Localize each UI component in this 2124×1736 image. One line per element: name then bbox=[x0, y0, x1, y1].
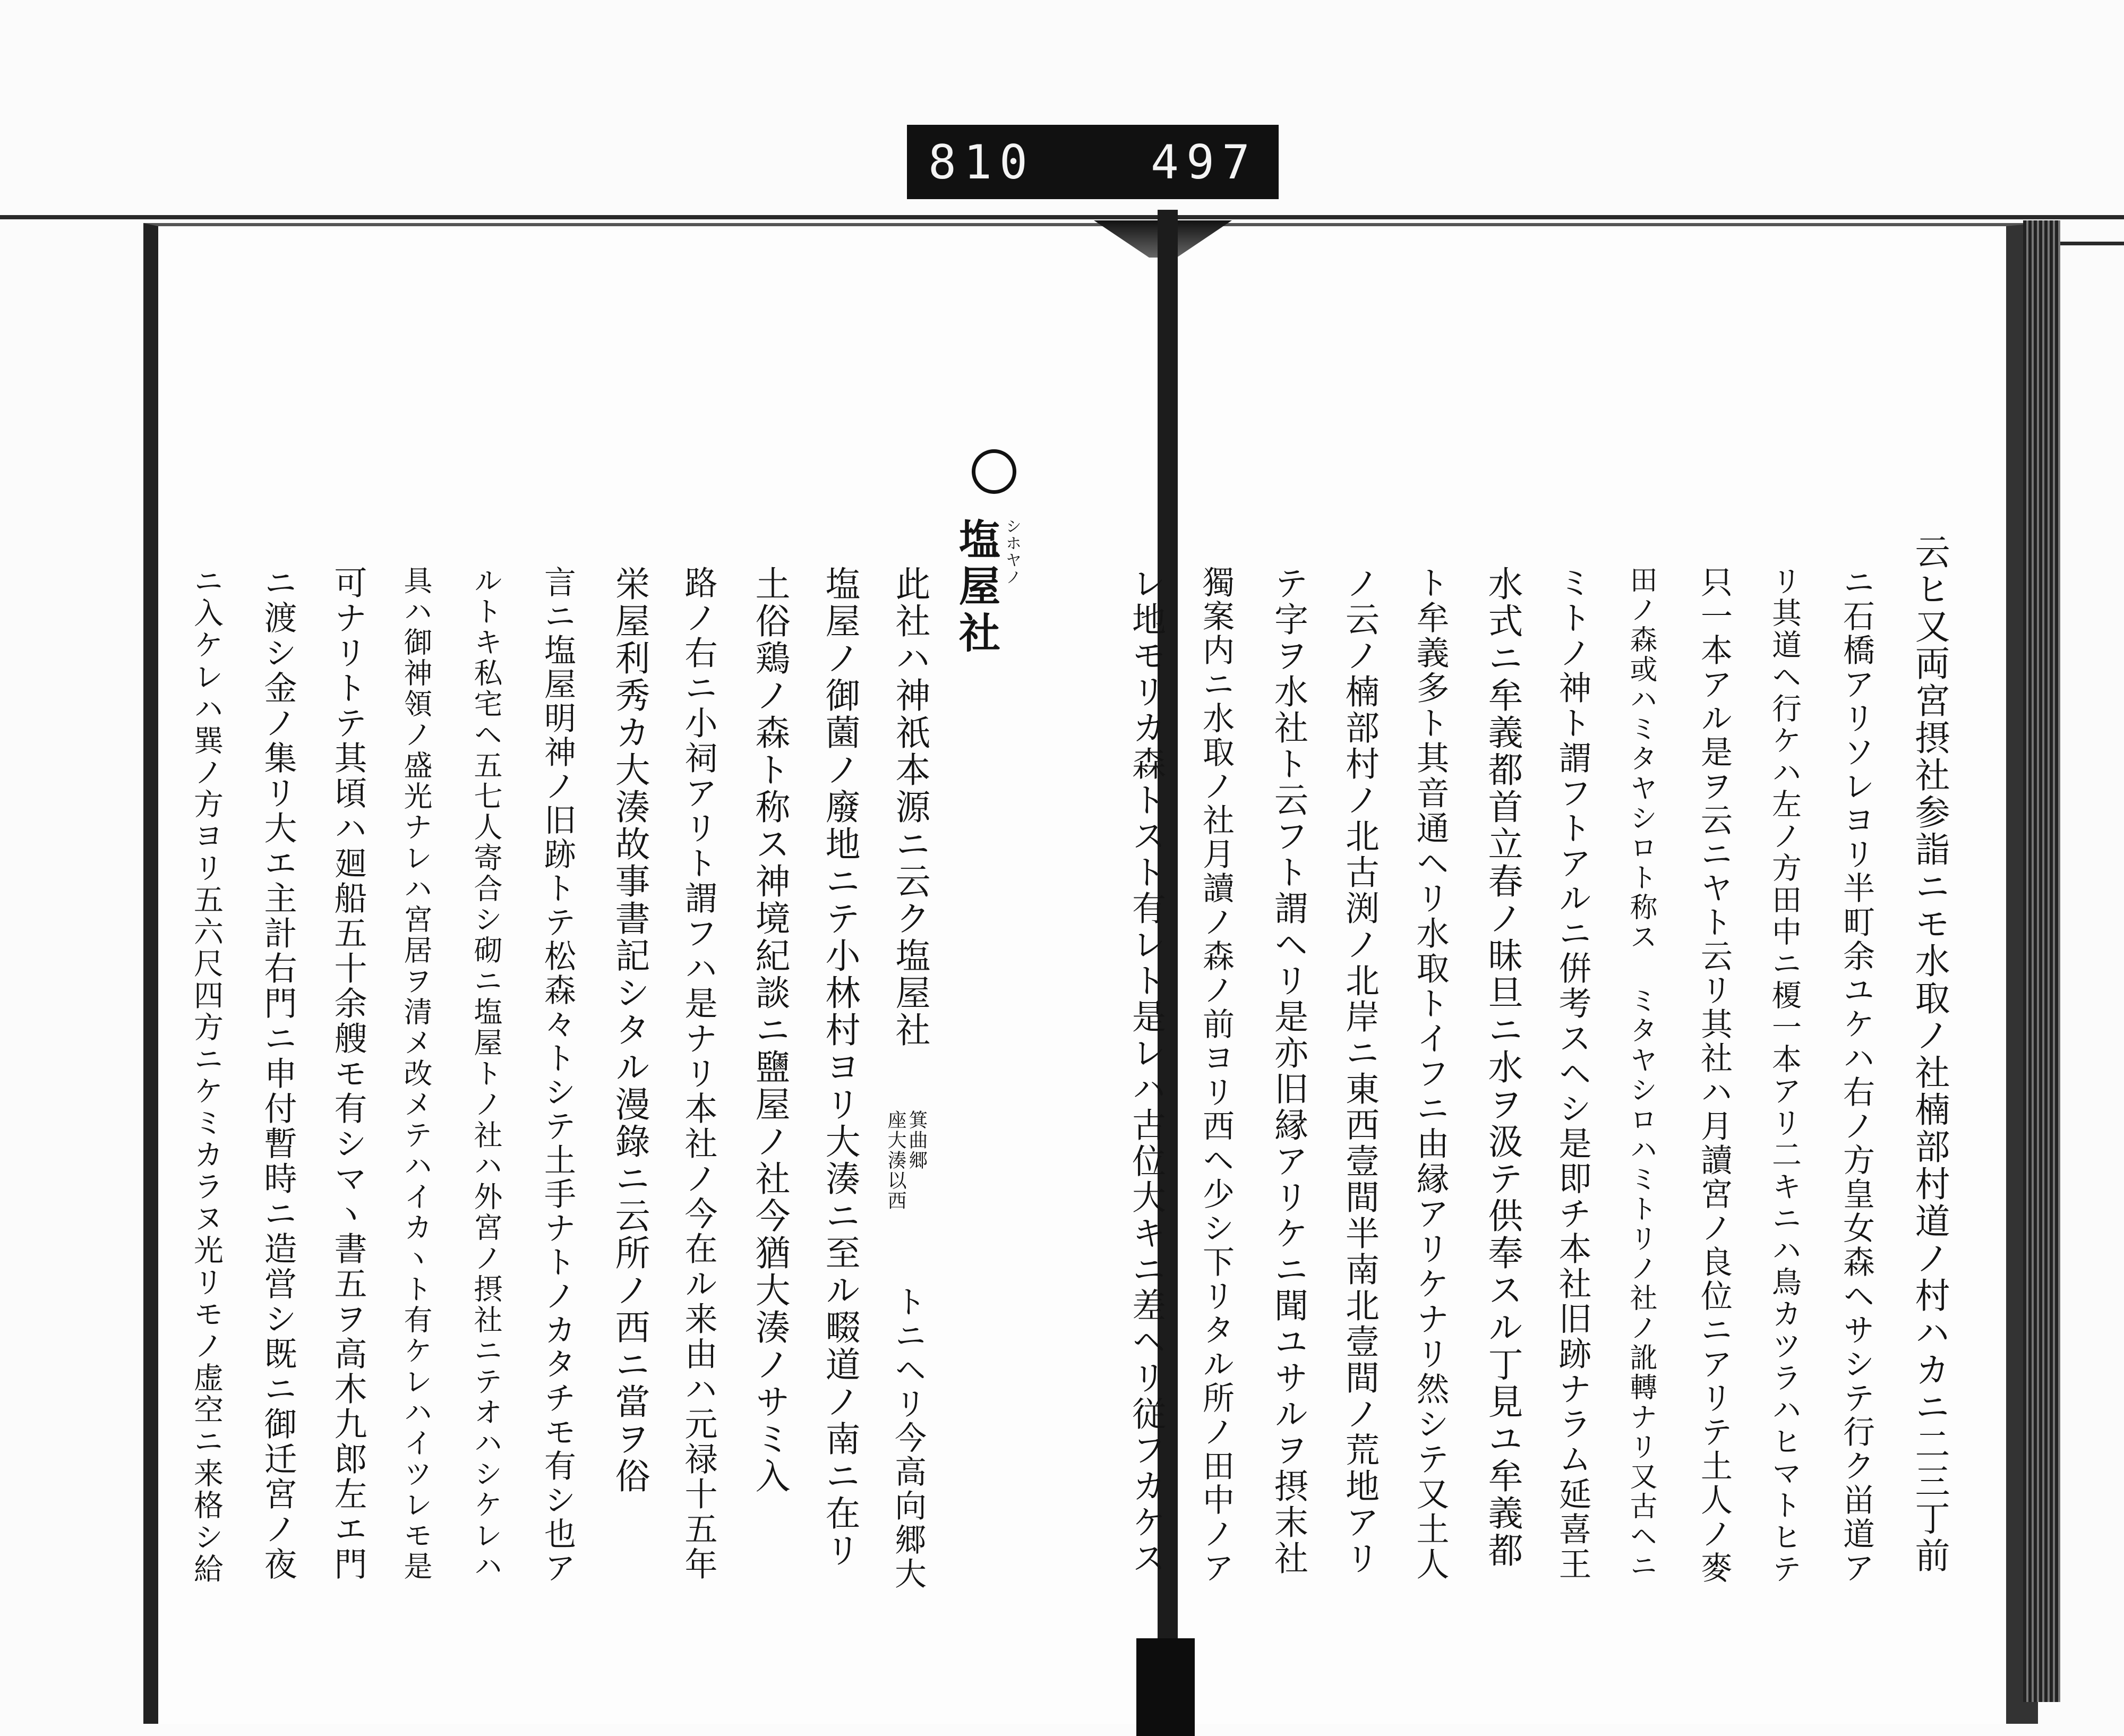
left-page bbox=[143, 223, 1172, 1724]
right-column-3: リ其道ヘ行ケハ左ノ方田中ニ榎一本アリ二キニハ鳥カツラハヒマトヒテ bbox=[1767, 566, 1802, 1585]
right-column-11: 獨案内ニ水取ノ社月讀ノ森ノ前ヨリ西ヘ少シ下リタル所ノ田中ノア bbox=[1197, 566, 1235, 1585]
right-column-10: テ字ヲ水社ト云フト謂ヘリ是亦旧縁アリケニ聞ユサルヲ摂末社 bbox=[1269, 566, 1308, 1577]
right-column-8: ト牟義多ト其音通ヘリ水取トイフニ由縁アリケナリ然シテ又土人 bbox=[1411, 566, 1450, 1582]
left-column-7: ルトキ私宅ヘ五七人寄合シ砌ニ塩屋トノ社ハ外宮ノ摂社ニテオハシケレハ bbox=[469, 566, 503, 1582]
right-column-2: ニ石橋アリソレヨリ半町余ユケハ右ノ方皇女森ヘサシテ行ク畄道ア bbox=[1838, 566, 1875, 1585]
frame-number-right: 497 bbox=[1151, 134, 1257, 190]
frame-number-left: 810 bbox=[928, 134, 1035, 190]
left-column-4: 路ノ右ニ小祠アリト謂フハ是ナリ本社ノ今在ル来由ハ元禄十五年 bbox=[679, 566, 718, 1582]
left-column-10: ニ渡シ金ノ集リ大エ主計右門ニ申付暫時ニ造営シ既ニ御迁宮ノ夜 bbox=[259, 566, 297, 1582]
right-column-4: 只一本アル是ヲ云ニヤト云リ其社ハ月讀宮ノ良位ニアリテ土人ノ麥 bbox=[1695, 566, 1733, 1585]
left-column-5: 栄屋利秀カ大湊故事書記シタル漫錄ニ云所ノ西ニ當ヲ俗 bbox=[609, 566, 650, 1495]
right-column-7: 水式ニ牟義都首立春ノ昧旦ニ水ヲ汲テ供奉スル丁見ユ牟義都 bbox=[1482, 566, 1523, 1569]
left-column-1: 此社ハ神祇本源ニ云ク塩屋社 bbox=[889, 566, 930, 1049]
microfilm-frame-number bbox=[907, 125, 1279, 199]
title-reading: シホヤノ bbox=[1003, 518, 1021, 586]
book-fore-edge bbox=[2023, 220, 2060, 1702]
open-book bbox=[101, 210, 2060, 1736]
right-column-12: レ地モリカ森トスト有レト是レハ古位大キニ差ヘリ従フカケス bbox=[1126, 566, 1166, 1577]
scan-edge-line-right bbox=[2060, 242, 2124, 245]
right-column-1: 云ヒ又両宮摂社参詣ニモ水取ノ社楠部村道ノ村ハカニ二三丁前 bbox=[1909, 534, 1950, 1575]
right-column-6: ミトノ神ト謂フトアルニ倂考スヘシ是即チ本社旧跡ナラム延喜王 bbox=[1553, 566, 1592, 1582]
left-column-6: 言ニ塩屋明神ノ旧跡トテ松森々トシテ土手ナトノカタチモ有シ也ア bbox=[539, 566, 576, 1585]
right-column-9: ノ云ノ楠部村ノ北古渕ノ北岸ニ東西壹間半南北壹間ノ荒地アリ bbox=[1340, 566, 1379, 1577]
gutter-shadow-bottom bbox=[1136, 1638, 1195, 1736]
left-column-11: ニ入ケレハ巽ノ方ヨリ五六尺四方ニケミカラヌ光リモノ虚空ニ来格シ給 bbox=[189, 566, 224, 1585]
left-column-9: 可ナリトテ其頃ハ廻船五十余艘モ有シマヽ書五ヲ高木九郎左エ門 bbox=[329, 566, 367, 1582]
left-column-1-tail: トニヘリ今高向郷大 bbox=[889, 1285, 927, 1591]
left-column-3: 土俗鶏ノ森ト称ス神境紀談ニ鹽屋ノ社今猶大湊ノサミ入 bbox=[749, 566, 790, 1495]
left-column-2: 塩屋ノ御薗ノ廢地ニテ小林村ヨリ大湊ニ至ル畷道ノ南ニ在リ bbox=[819, 566, 860, 1569]
left-column-8: 具ハ御神領ノ盛光ナレハ宮居ヲ清メ改メテハイカヽト有ケレハイツレモ是 bbox=[399, 566, 433, 1582]
right-column-5: 田ノ森或ハミタヤシロト称ス ミタヤシロハミトリノ社ノ訛轉ナリ又古ヘニ bbox=[1625, 566, 1657, 1581]
inline-note-2: 座大湊以西 bbox=[885, 1110, 906, 1211]
inline-note-1: 箕曲郷 bbox=[906, 1110, 928, 1170]
section-title: 塩屋社 bbox=[952, 518, 1000, 658]
section-circle-mark bbox=[972, 449, 1016, 494]
